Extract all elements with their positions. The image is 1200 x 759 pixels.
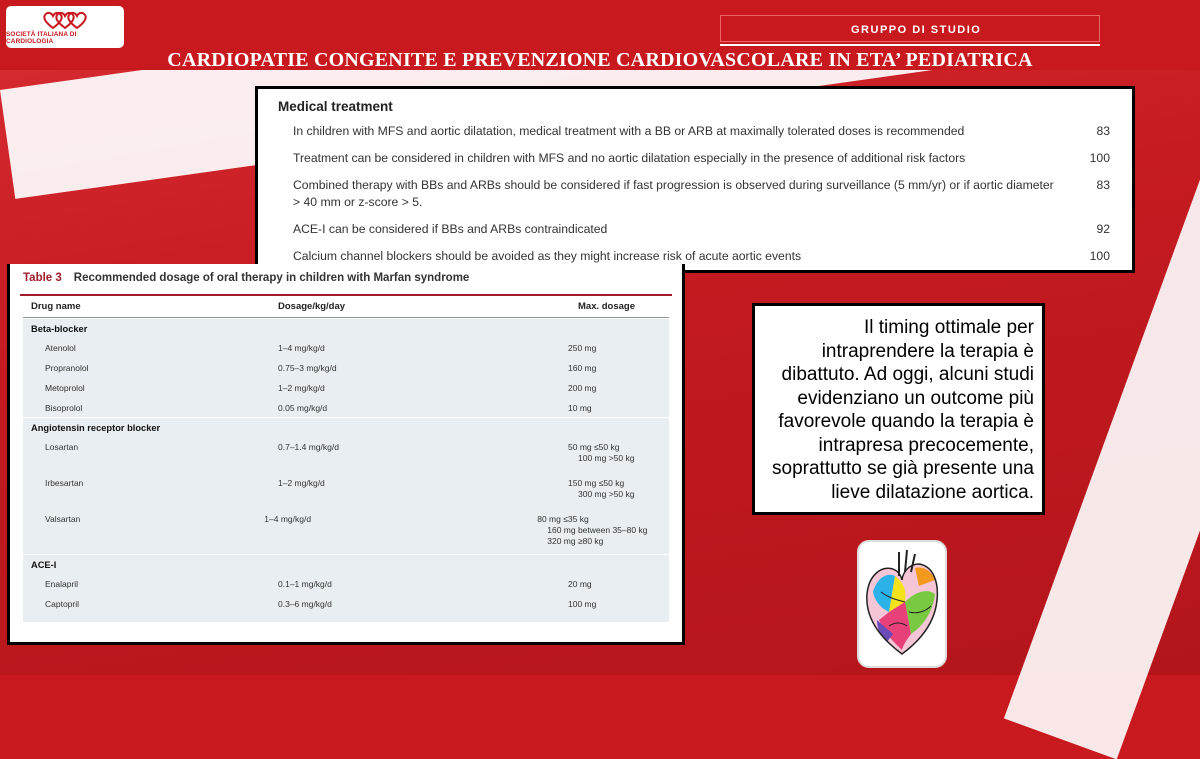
table-title	[20, 272, 672, 292]
drug-dose: 1–4 mg/kg/d	[264, 514, 312, 524]
society-logo	[6, 6, 124, 48]
recommendation-text: In children with MFS and aortic dilatation, medical treatment with a BB or ARB at maximally tolerated doses is recommended	[293, 124, 965, 138]
table-number: Table 3	[23, 272, 62, 284]
colorful-heart-icon	[859, 542, 945, 666]
drug-max-line: 150 mg ≤50 kg	[568, 478, 625, 488]
drug-name: Propranolol	[45, 363, 89, 373]
drug-name: Losartan	[45, 442, 79, 452]
recommendation-text: ACE-I can be considered if BBs and ARBs contraindicated	[293, 222, 608, 236]
recommendation-text: Treatment can be considered in children with MFS and no aortic dilatation especially in the presence of additional risk factors	[293, 151, 966, 165]
recommendation-row	[293, 221, 1110, 238]
column-header-drug: Drug name	[31, 301, 81, 312]
recommendation-value: 83	[1096, 124, 1110, 138]
table-body	[23, 296, 669, 622]
table-caption: Recommended dosage of oral therapy in children with Marfan syndrome	[73, 272, 470, 284]
recommendation-text: Combined therapy with BBs and ARBs should be considered if fast progression is observed during surveillance (5 mm/yr) or if aortic diameter > 40 mm or z-score > 5.	[293, 178, 1054, 209]
table-row	[23, 377, 669, 397]
drug-dose: 0.1–1 mg/kg/d	[278, 579, 332, 589]
drug-dose: 1–2 mg/kg/d	[278, 478, 325, 488]
recommendation-value: 100	[1089, 249, 1110, 263]
drug-name: Atenolol	[45, 343, 76, 353]
background-red-stripes	[1047, 300, 1200, 680]
dosage-table	[7, 264, 685, 645]
drug-max: 10 mg	[568, 403, 592, 413]
section-header-arb: Angiotensin receptor blocker	[23, 417, 669, 436]
drug-dose: 0.05 mg/kg/d	[278, 403, 328, 413]
study-group-label: GRUPPO DI STUDIO	[720, 15, 1100, 42]
drug-dose: 0.3–6 mg/kg/d	[278, 599, 332, 609]
note-text: Il timing ottimale per intraprendere la terapia è dibattuto. Ad oggi, alcuni studi evidenziano un outcome più favorevole quando la terapia è intrapresa precocemente, soprattutto se già presente una lieve dilatazione aortica.	[772, 317, 1034, 503]
drug-max-line: 300 mg >50 kg	[578, 489, 635, 499]
drug-name: Valsartan	[45, 514, 81, 524]
table-row	[23, 508, 669, 554]
page-title: CARDIOPATIE CONGENITE E PREVENZIONE CARDIOVASCOLARE IN ETA’ PEDIATRICA	[167, 49, 1033, 71]
recommendation-row	[293, 150, 1110, 167]
study-group-underline	[720, 44, 1100, 46]
recommendation-value: 100	[1089, 151, 1110, 165]
drug-max-line: 160 mg between 35–80 kg	[547, 525, 648, 535]
column-header-max: Max. dosage	[578, 301, 636, 312]
recommendation-row	[293, 123, 1110, 140]
recommendation-value: 83	[1096, 178, 1110, 192]
section-header-ace-i: ACE-I	[23, 554, 669, 573]
table-row	[23, 573, 669, 593]
drug-max: 100 mg	[568, 599, 597, 609]
drug-max-line: 50 mg ≤50 kg	[568, 442, 620, 452]
table-row	[23, 436, 669, 472]
heart-illustration	[857, 540, 947, 668]
drug-max-line: 100 mg >50 kg	[578, 453, 635, 463]
drug-name: Bisoprolol	[45, 403, 83, 413]
drug-max: 160 mg	[568, 363, 597, 373]
drug-max: 20 mg	[568, 579, 592, 589]
medical-treatment-panel	[255, 86, 1135, 273]
column-header-dosage: Dosage/kg/day	[278, 301, 346, 312]
drug-max	[537, 514, 669, 554]
drug-name: Captopril	[45, 599, 80, 609]
table-row	[23, 593, 669, 613]
drug-max-line: 320 mg ≥80 kg	[547, 536, 604, 546]
drug-dose: 1–4 mg/kg/d	[278, 343, 325, 353]
drug-max-line: 80 mg ≤35 kg	[537, 514, 589, 524]
society-name: SOCIETÀ ITALIANA DI CARDIOLOGIA	[6, 30, 77, 45]
drug-name: Enalapril	[45, 579, 79, 589]
table-header-row	[23, 296, 669, 318]
drug-max	[568, 442, 668, 472]
table-row	[23, 472, 669, 508]
drug-dose: 0.7–1.4 mg/kg/d	[278, 442, 339, 452]
recommendation-text: Calcium channel blockers should be avoided as they might increase risk of acute aortic events	[293, 249, 802, 263]
table-row	[23, 337, 669, 357]
drug-max: 250 mg	[568, 343, 597, 353]
drug-dose: 1–2 mg/kg/d	[278, 383, 325, 393]
section-header-beta-blocker: Beta-blocker	[23, 318, 669, 337]
recommendation-row	[293, 248, 1110, 265]
recommendation-row	[293, 177, 1110, 211]
drug-dose: 0.75–3 mg/kg/d	[278, 363, 337, 373]
table-row	[23, 357, 669, 377]
note-box	[752, 303, 1045, 515]
drug-name: Metoprolol	[45, 383, 85, 393]
drug-max: 200 mg	[568, 383, 597, 393]
drug-name: Irbesartan	[45, 478, 84, 488]
table-row	[23, 397, 669, 417]
medical-treatment-heading: Medical treatment	[278, 99, 393, 114]
drug-max	[568, 478, 668, 508]
heart-logo-icon	[41, 10, 89, 30]
recommendation-value: 92	[1096, 222, 1110, 236]
